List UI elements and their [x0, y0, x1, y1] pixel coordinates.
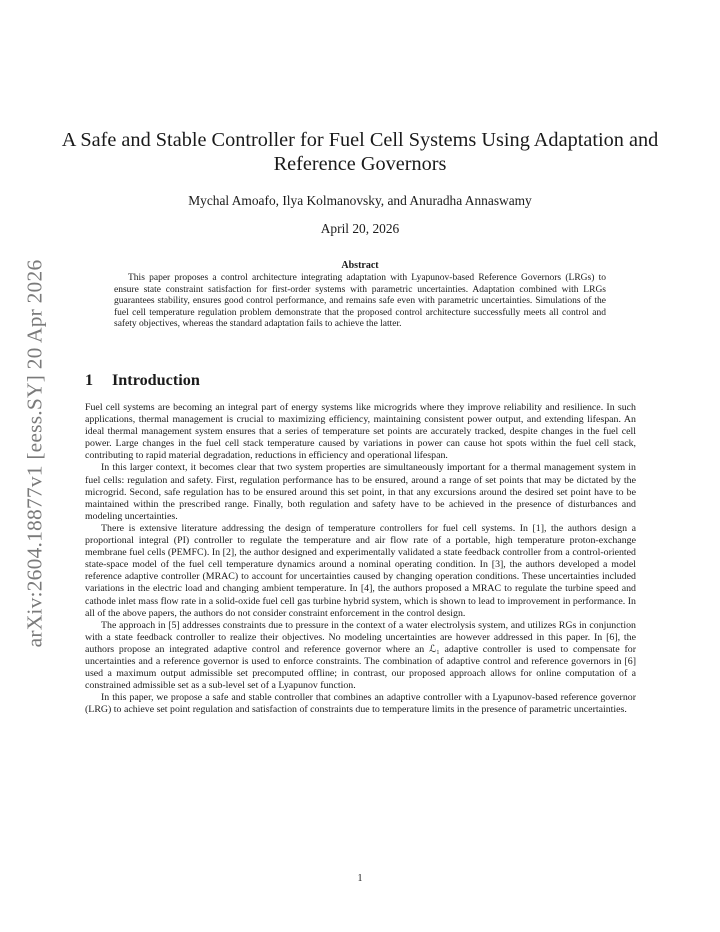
section-heading: [85, 370, 200, 390]
abstract-text: This paper proposes a control architecture integrating adaptation with Lyapunov-based Reference Governors (LRGs) to ensure state constraint satisfaction for first-order systems with parametric uncertainties. Adaptation combined with LRGs guarantees stability, ensures good control performance, and remains safe even with parametric uncertainties. Simulations of the fuel cell temperature regulation problem demonstrate that the proposed control architecture successfully meets all control and safety objectives, whereas the standard adaptation fails to achieve the latter.: [114, 273, 606, 330]
paper-date: April 20, 2026: [320, 221, 400, 236]
introduction-body: [85, 402, 636, 716]
paragraph-3: There is extensive literature addressing the design of temperature controllers for fuel cell systems. In [1], the authors design a proportional integral (PI) controller to regulate the temperature and air flow rate of a portable, high temperature proton-exchange membrane fuel cells (PEMFC). In [2], the author designed and experimentally validated a state feedback controller from a control-oriented state-space model of the fuel cell temperature dynamics around a nominal operating condition. In [3], the authors developed a model reference adaptive controller (MRAC) to account for uncertainties caused by changing operation conditions. These uncertainties included variations in the electric load and changing ambient temperature. In [4], the authors proposed a MRAC to regulate the turbine speed and cathode inlet mass flow rate in a solid-oxide fuel cell gas turbine hybrid system, which is shown to lead to improvement in performance. In all of the above papers, the authors do not consider constraint enforcement in the control design.: [85, 522, 636, 619]
page-number: 1: [357, 873, 363, 884]
paper-title: A Safe and Stable Controller for Fuel Cell Systems Using Adaptation and Reference Governors: [61, 129, 659, 175]
section-number: 1: [85, 371, 94, 389]
paper-authors: Mychal Amoafo, Ilya Kolmanovsky, and Anuradha Annaswamy: [188, 193, 532, 208]
paragraph-5: In this paper, we propose a safe and stable controller that combines an adaptive controller with a Lyapunov-based reference governor (LRG) to achieve set point regulation and satisfaction of constraints due to temperature limits in the presence of parametric uncertainties.: [85, 692, 636, 716]
section-title: Introduction: [112, 371, 200, 389]
abstract-heading: Abstract: [341, 260, 379, 271]
arxiv-identifier-stamp: [16, 248, 54, 658]
paragraph-1: Fuel cell systems are becoming an integral part of energy systems like microgrids where they improve reliability and resilience. In such applications, thermal management is crucial to maximizing efficiency, maintaining consistent power output, and extending lifespan. An ideal thermal management system ensures that a series of temperature set points are accurately tracked, despite changes in the fuel cell power. Large changes in the fuel cell stack temperature caused by variations in power can cause hot spots within the fuel cell stack, contributing to rapid material degradation, reductions in efficiency and operational lifespan.: [85, 402, 636, 462]
paragraph-4: The approach in [5] addresses constraints due to pressure in the context of a water electrolysis system, and utilizes RGs in conjunction with a state feedback controller to realize their objectives. No modeling uncertainties are however addressed in this paper. In [6], the authors propose an integrated adaptive control and reference governor where an ℒ₁ adaptive controller is used to compensate for uncertainties and a reference governor is used to enforce constraints. The combination of adaptive control and reference governors in [6] used a maximum output admissible set precomputed offline; in contrast, our proposed approach allows for online computation of a constrained admissible set as a sub-level set of a Lyapunov function.: [85, 619, 636, 692]
arxiv-identifier-text: arXiv:2604.18877v1 [eess.SY] 20 Apr 2026: [22, 259, 47, 647]
paragraph-2: In this larger context, it becomes clear that two system properties are simultaneously important for a thermal management system in fuel cells: regulation and safety. First, regulation performance has to be ensured, around a range of set points that may be dictated by the microgrid. Second, safe regulation has to be ensured around this set point, in that any excursions around the desired set point have to be maintained within the prescribed range. Finally, both regulation and safety have to be achieved in the presence of disturbances and modeling uncertainties.: [85, 462, 636, 522]
